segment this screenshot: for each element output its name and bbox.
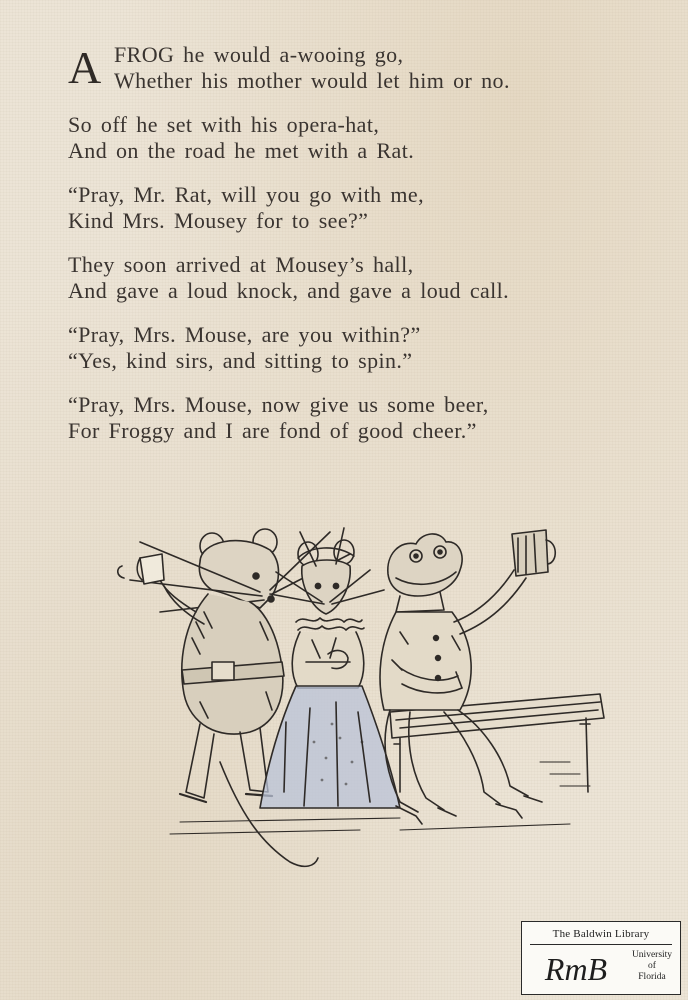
poem-line: And gave a loud knock, and gave a loud call. <box>68 278 510 303</box>
rmb-logo-text: RmB <box>544 951 608 987</box>
stamp-university-line: of <box>648 961 656 971</box>
stanza-2 <box>68 112 628 164</box>
poem <box>68 42 628 462</box>
stamp-title: The Baldwin Library <box>552 928 650 940</box>
drop-cap: A <box>68 42 102 93</box>
library-stamp <box>521 921 681 995</box>
rmb-logo <box>532 946 620 990</box>
poem-line: “Pray, Mrs. Mouse, now give us some beer, <box>68 392 489 417</box>
stamp-rule <box>530 944 672 945</box>
poem-line: Kind Mrs. Mousey for to see?” <box>68 208 369 233</box>
stamp-university-line: Florida <box>638 972 666 982</box>
poem-line: And on the road he met with a Rat. <box>68 138 415 163</box>
stamp-university <box>626 950 678 983</box>
poem-line: “Yes, kind sirs, and sitting to spin.” <box>68 348 413 373</box>
frog <box>380 530 555 824</box>
poem-line: FROG he would a-wooing go, <box>114 42 404 67</box>
poem-line: So off he set with his opera-hat, <box>68 112 380 137</box>
poem-line: “Pray, Mrs. Mouse, are you within?” <box>68 322 421 347</box>
stanza-4 <box>68 252 628 304</box>
stanza-5 <box>68 322 628 374</box>
poem-line: For Froggy and I are fond of good cheer.” <box>68 418 477 443</box>
poem-line: They soon arrived at Mousey’s hall, <box>68 252 414 277</box>
stamp-university-line: University <box>631 950 673 960</box>
poem-line: “Pray, Mr. Rat, will you go with me, <box>68 182 425 207</box>
poem-line: Whether his mother would let him or no. <box>114 68 510 93</box>
stanza-3 <box>68 182 628 234</box>
stanza-1 <box>68 42 628 94</box>
frog-rat-mouse-illustration <box>100 462 620 882</box>
stanza-6 <box>68 392 628 444</box>
